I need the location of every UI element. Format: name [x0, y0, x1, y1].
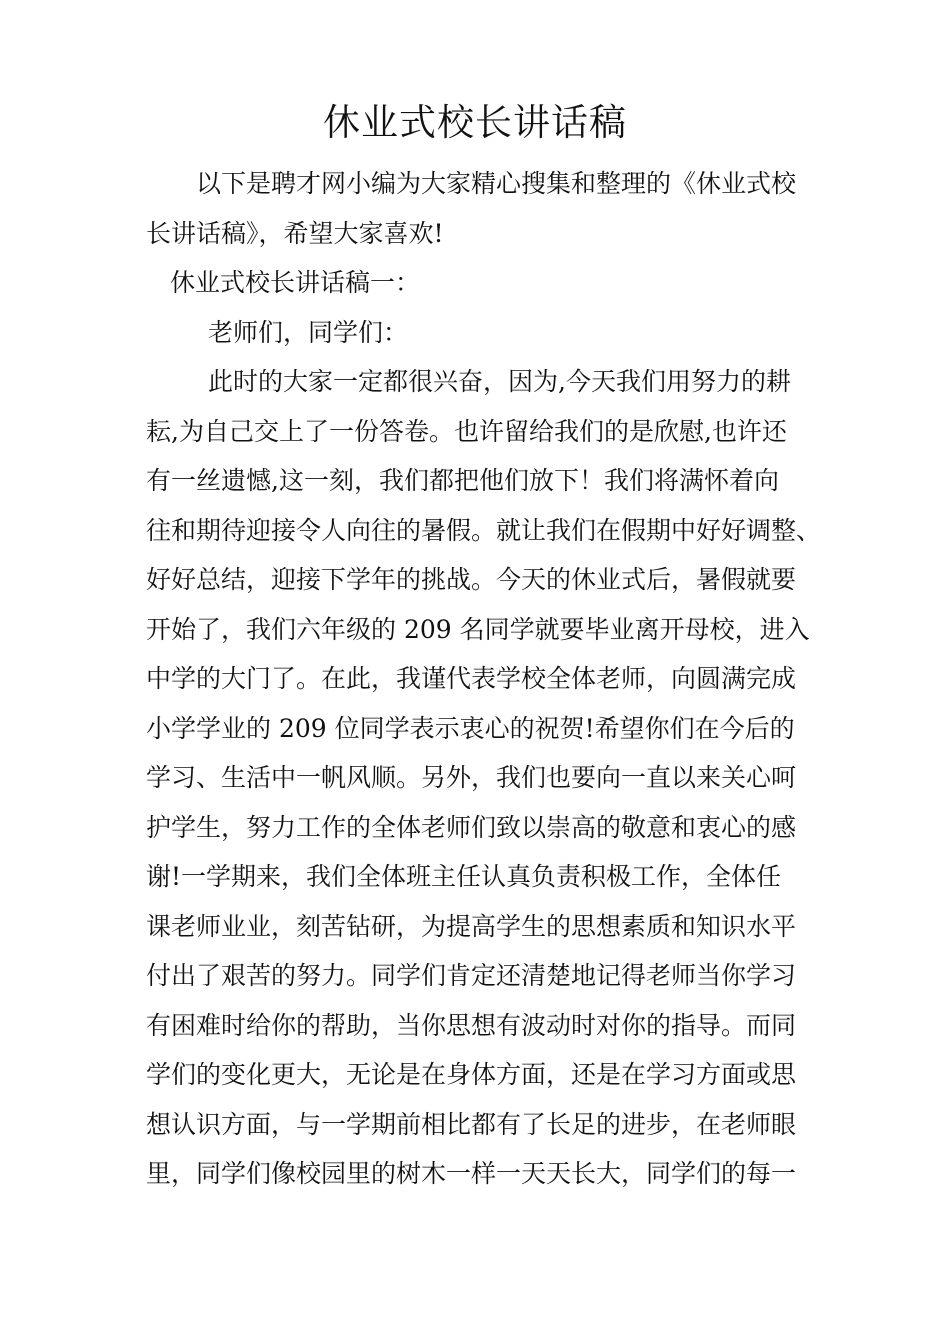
intro-line: 长讲话稿》，希望大家喜欢! [146, 219, 444, 248]
body-line: 里，同学们像校园里的树木一样一天天长大，同学们的每一 [146, 1159, 797, 1188]
body-line: 想认识方面，与一学期前相比都有了长足的进步，在老师眼 [146, 1110, 797, 1139]
document-title: 休业式校长讲话稿 [323, 101, 627, 144]
body-line: 课老师业业，刻苦钻研，为提高学生的思想素质和知识水平 [146, 912, 797, 941]
body-line: 耘,为自己交上了一份答卷。也许留给我们的是欣慰,也许还 [146, 417, 787, 446]
body-line: 此时的大家一定都很兴奋，因为,今天我们用努力的耕 [208, 367, 791, 396]
salutation: 老师们，同学们： [208, 318, 409, 347]
body-line: 开始了，我们六年级的 209 名同学就要毕业离开母校，进入 [146, 615, 810, 644]
body-line: 往和期待迎接令人向往的暑假。就让我们在假期中好好调整、 [146, 516, 822, 545]
body-line: 付出了艰苦的努力。同学们肯定还清楚地记得老师当你学习 [146, 961, 797, 990]
body-line: 中学的大门了。在此，我谨代表学校全体老师，向圆满完成 [146, 664, 797, 693]
body-line: 护学生，努力工作的全体老师们致以崇高的敬意和衷心的感 [146, 813, 797, 842]
body-line: 有困难时给你的帮助，当你思想有波动时对你的指导。而同 [146, 1011, 797, 1040]
body-line: 学习、生活中一帆风顺。另外，我们也要向一直以来关心呵 [146, 763, 797, 792]
intro-line: 以下是聘才网小编为大家精心搜集和整理的《休业式校 [196, 169, 797, 198]
body-line: 好好总结，迎接下学年的挑战。今天的休业式后，暑假就要 [146, 565, 797, 594]
body-line: 小学学业的 209 位同学表示衷心的祝贺!希望你们在今后的 [146, 714, 795, 743]
body-line: 谢!一学期来，我们全体班主任认真负责积极工作，全体任 [146, 862, 782, 891]
section-heading: 休业式校长讲话稿一： [170, 268, 421, 297]
body-line: 有一丝遗憾,这一刻，我们都把他们放下！我们将满怀着向 [146, 466, 779, 495]
body-line: 学们的变化更大，无论是在身体方面，还是在学习方面或思 [146, 1060, 797, 1089]
